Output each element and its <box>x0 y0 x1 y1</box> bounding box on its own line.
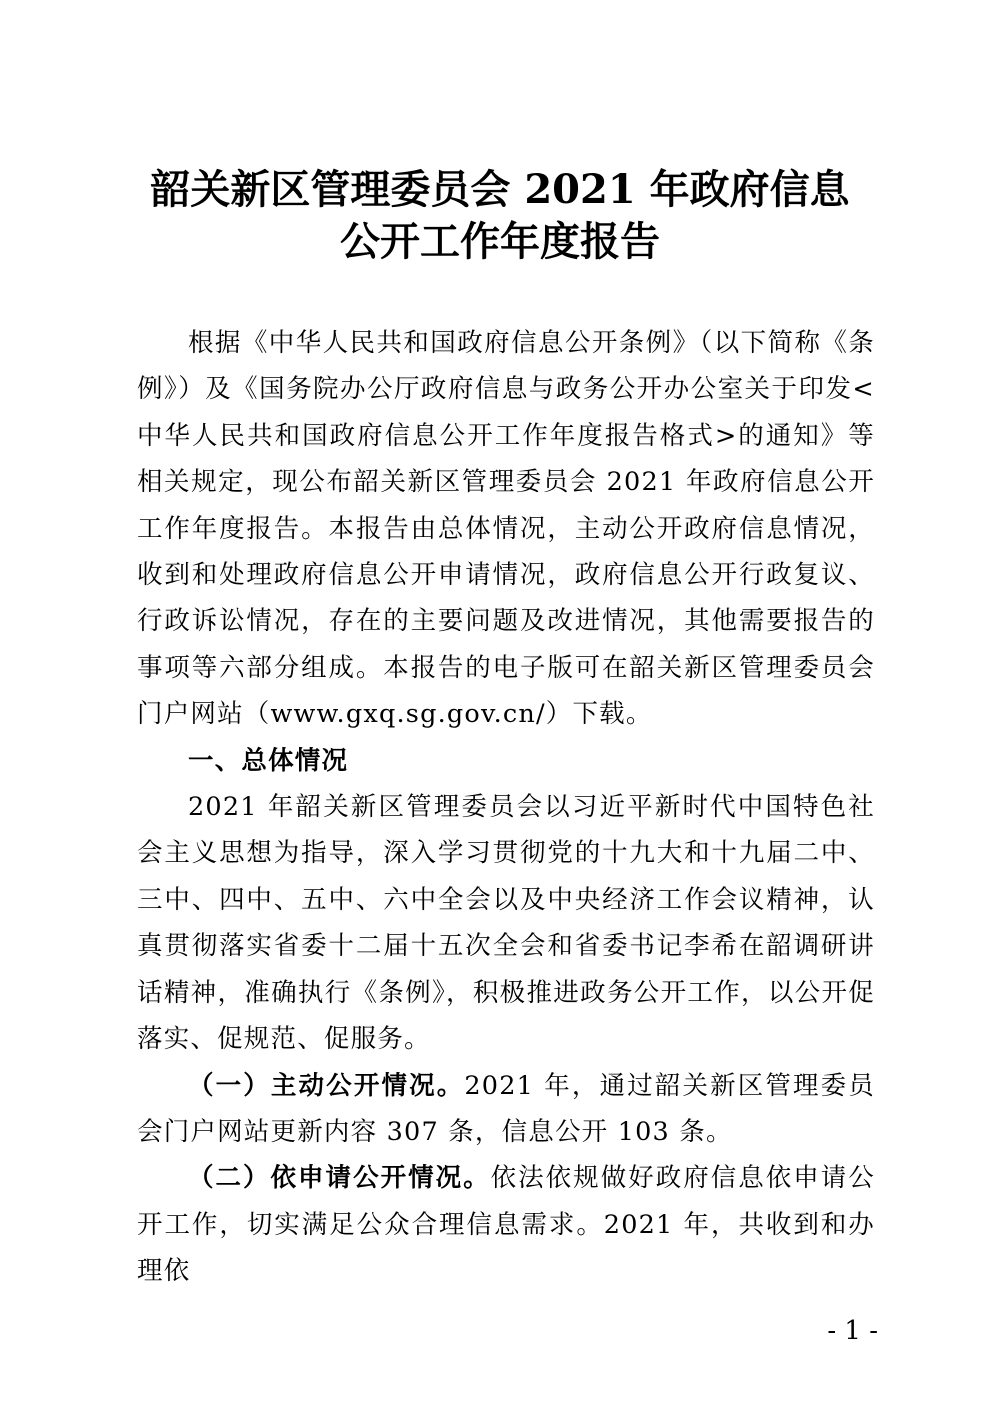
intro-paragraph: 根据《中华人民共和国政府信息公开条例》（以下简称《条例》）及《国务院办公厅政府信息与政务公开办公室关于印发<中华人民共和国政府信息公开工作年度报告格式>的通知》等相关规定，现公布韶关新区管理委员会 2021 年政府信息公开工作年度报告。本报告由总体情况，主动公开政府信息情况，收到和处理政府信息公开申请情况，政府信息公开行政复议、行政诉讼情况，存在的主要问题及改进情况，其他需要报告的事项等六部分组成。本报告的电子版可在韶关新区管理委员会门户网站（www.gxq.sg.gov.cn/）下载。 <box>137 328 875 730</box>
application-disclosure-paragraph <box>137 1155 875 1294</box>
active-disclosure-text: 2021 年，通过韶关新区管理委员会门户网站更新内容 307 条，信息公开 103 条。 <box>137 1070 875 1147</box>
page-number: - 1 - <box>827 1316 878 1346</box>
application-disclosure-lead: （二）依申请公开情况。 <box>188 1163 491 1194</box>
overview-paragraph: 2021 年韶关新区管理委员会以习近平新时代中国特色社会主义思想为指导，深入学习贯彻党的十九大和十九届二中、三中、四中、五中、六中全会以及中央经济工作会议精神，认真贯彻落实省委十二届十五次全会和省委书记李希在韶调研讲话精神，准确执行《条例》，积极推进政务公开工作，以公开促落实、促规范、促服务。 <box>137 792 875 1055</box>
active-disclosure-lead: （一）主动公开情况。 <box>188 1070 465 1101</box>
document-title-line2: 公开工作年度报告 <box>340 218 660 265</box>
active-disclosure-paragraph <box>137 1063 875 1156</box>
document-body <box>137 320 875 1295</box>
application-disclosure-text: 依法依规做好政府信息依申请公开工作，切实满足公众合理信息需求。2021 年，共收到和办理依 <box>137 1163 875 1287</box>
section-heading-overview: 一、总体情况 <box>188 745 349 776</box>
document-title-line1: 韶关新区管理委员会 2021 年政府信息 <box>150 166 850 213</box>
